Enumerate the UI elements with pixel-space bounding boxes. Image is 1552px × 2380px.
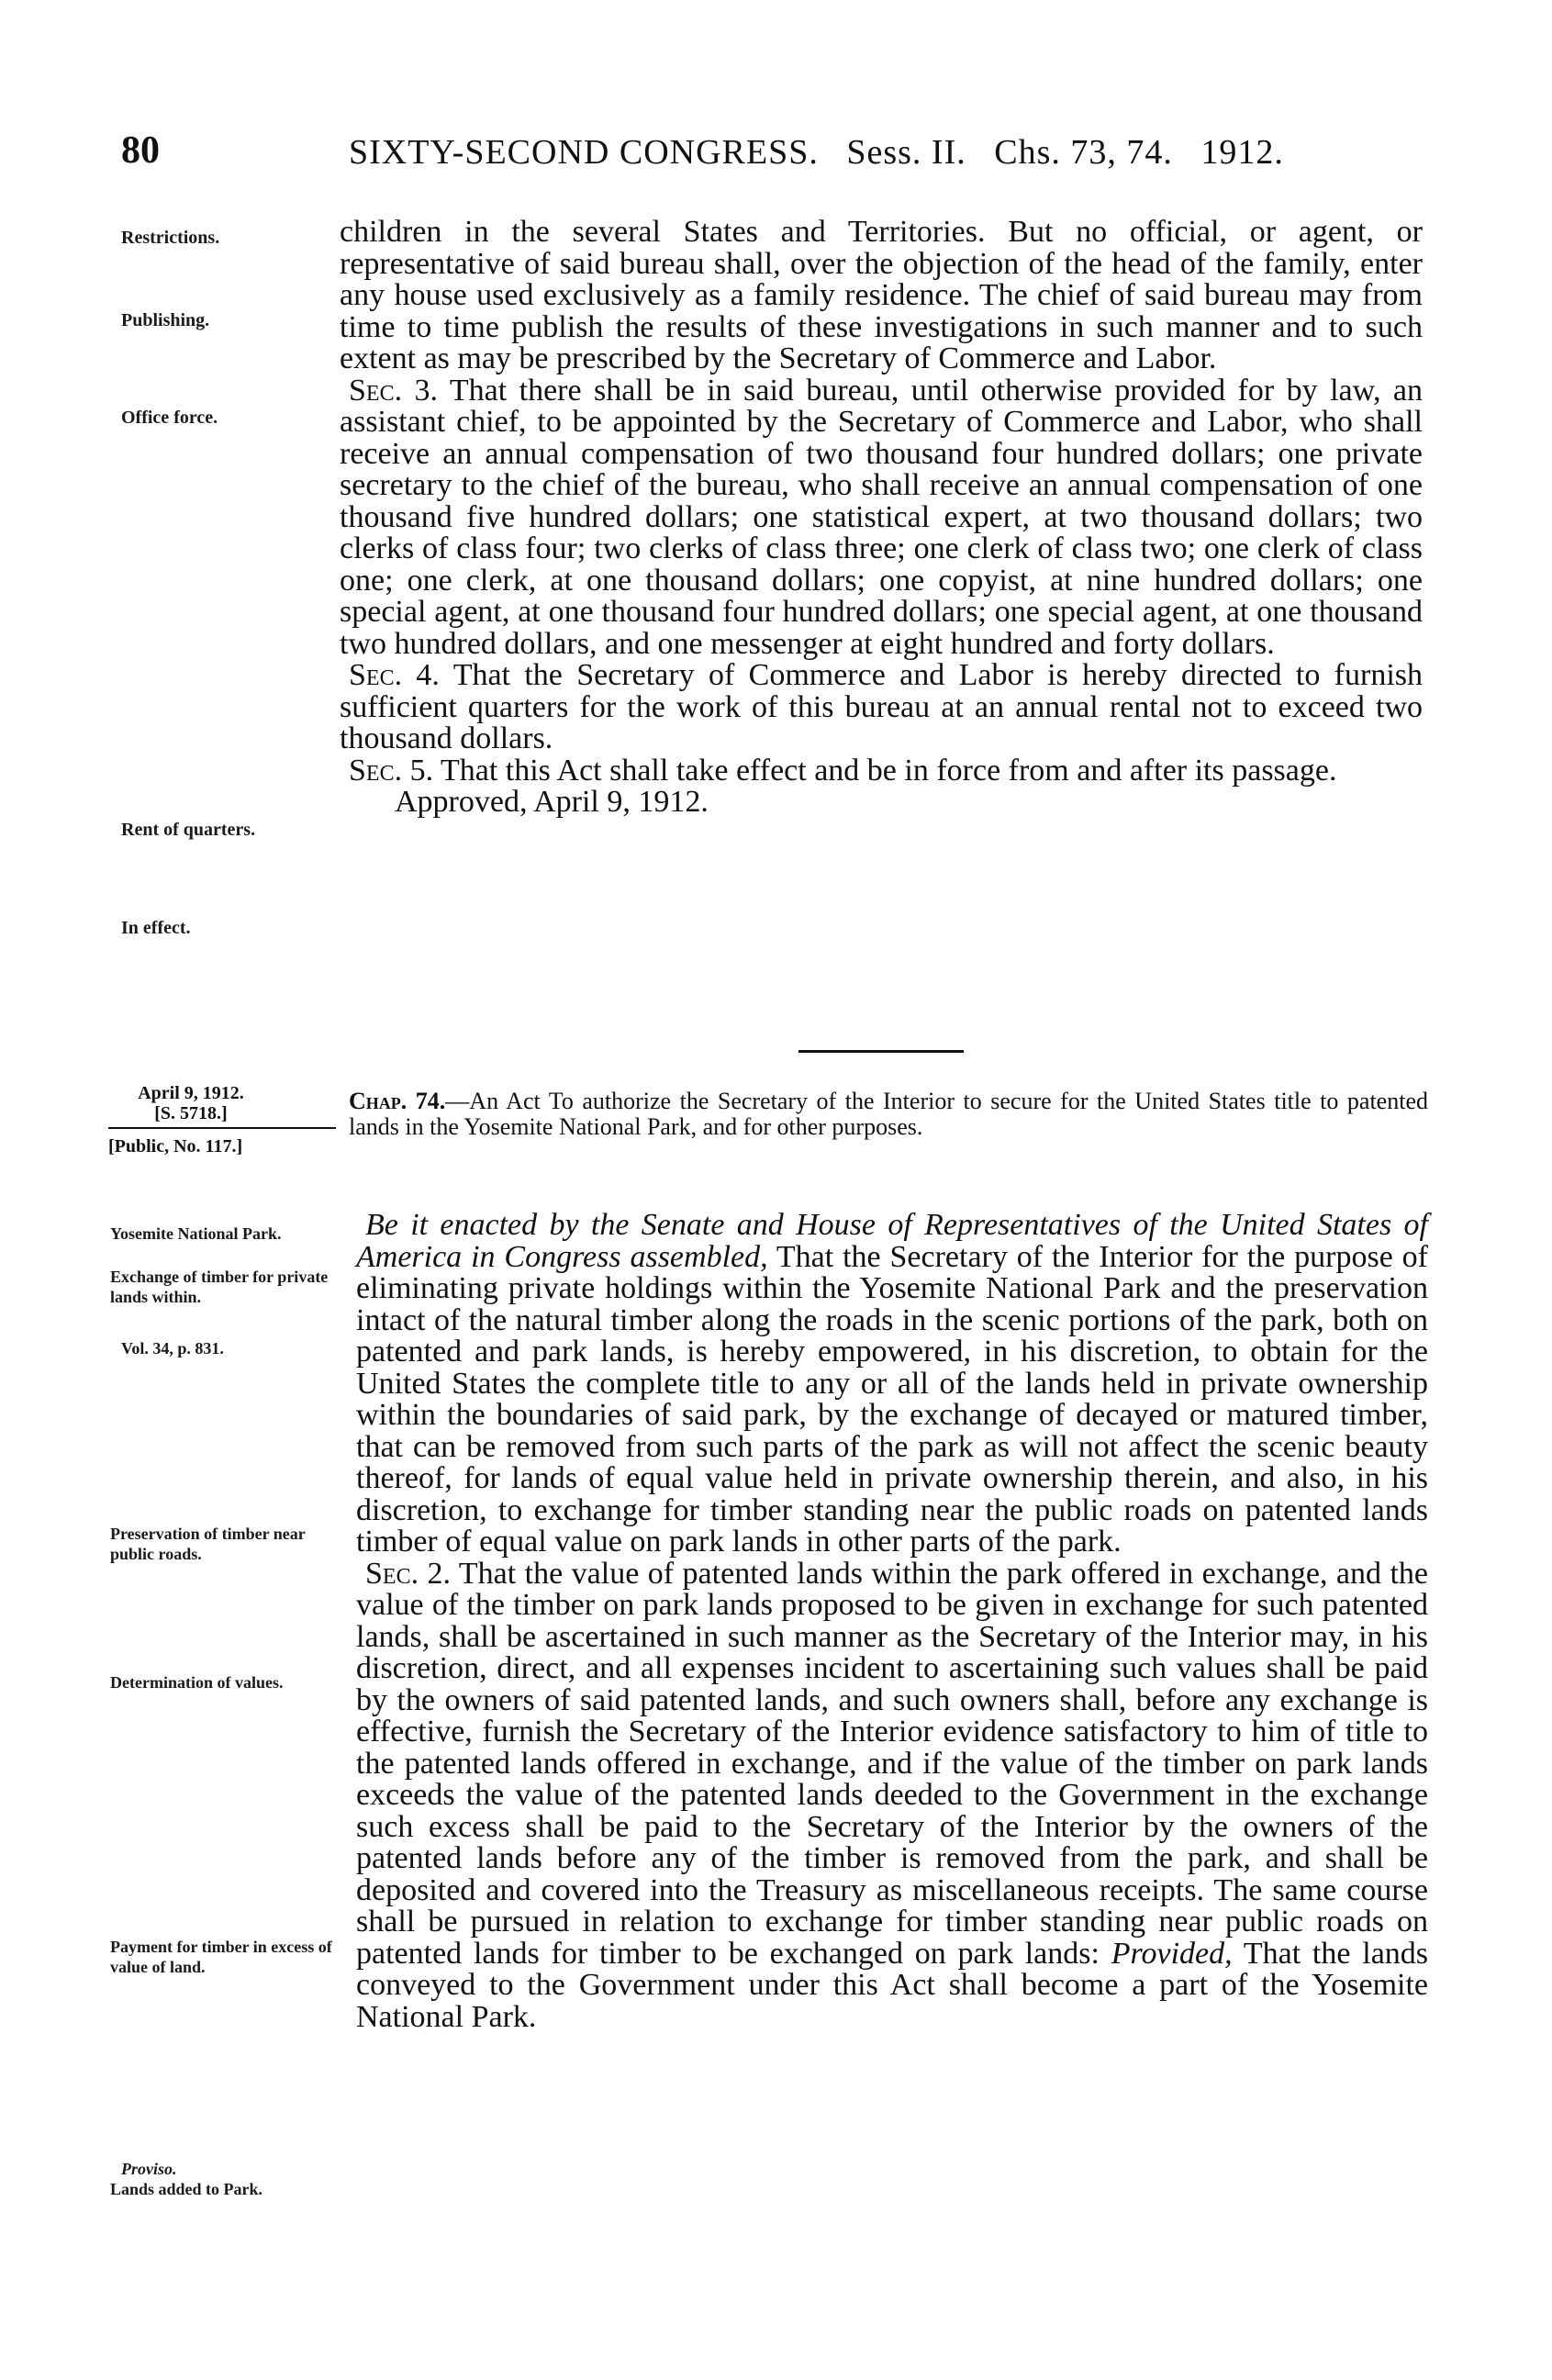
chap74-title-text: —An Act To authorize the Secretary of the Interior to secure for the United States title to patented lands in the Yosemite National Park, and for other purposes. [349, 1088, 1428, 1140]
sec1-text: That the Secretary of the Interior for the purpose of eliminating private holdings within the Yosemite National Park and the preservation intact of the natural timber along the roads in the scenic portions of the park, both on patented and park lands, is hereby empowered, in his discretion, to obtain for the United States the complete title to any or all of the lands held in private ownership within the boundaries of said park, by the exchange of decayed or matured timber, that can be removed from such parts of the park as will not affect the scenic beauty thereof, for lands of equal value held in private ownership therein, and also, in his discretion, to exchange for timber standing near the public roads on patented lands timber of equal value on park lands in other parts of the park. [356, 1239, 1428, 1559]
margin-note-vol-ref: Vol. 34, p. 831. [121, 1339, 224, 1358]
sec5-text: That this Act shall take effect and be in force from and after its passage. [440, 753, 1337, 788]
margin-note-lands-added: Lands added to Park. [110, 2180, 263, 2198]
margin-note-rent-of-quarters: Rent of quarters. [121, 820, 256, 840]
margin-note-restrictions: Restrictions. [121, 228, 220, 248]
chap74-text [356, 1210, 1428, 2033]
margin-note-determination: Determination of values. [110, 1673, 284, 1692]
sec4-text: That the Secretary of Commerce and Labor is hereby directed to furnish sufficient quarters for the work of this bureau at an annual rental not to exceed two thousand dollars. [340, 658, 1424, 755]
margin-note-publishing: Publishing. [121, 310, 210, 330]
chap74-meta [108, 1083, 356, 1156]
proviso-text: That the lands conveyed to the Government under this Act shall become a part of the Yosemite National Park. [356, 1936, 1429, 2034]
sec3-label: Sec. 3. [349, 373, 439, 408]
sec3-text: That there shall be in said bureau, until otherwise provided for by law, an assistant chief, to be appointed by the Secretary of Commerce and Labor, who shall receive an annual compensation of two thousand four hundred dollars; one private secretary to the chief of the bureau, who shall receive an annual compensation of one thousand five hundred dollars; one statistical expert, at two thousand dollars; two clerks of class four; two clerks of class three; one clerk of class two; one clerk of class one; one clerk, at one thousand dollars; one copyist, at nine hundred dollars; one special agent, at one thousand four hundred dollars; one special agent, at one thousand two hundred dollars, and one messenger at eight hundred and forty dollars. [340, 373, 1424, 661]
chap73-sec4 [340, 660, 1423, 755]
page-number: 80 [121, 129, 160, 172]
meta-rule [108, 1127, 336, 1129]
sec2-label: Sec. 2. [365, 1556, 452, 1591]
chap73-sec3 [340, 375, 1423, 661]
chap74-sec2 [356, 1556, 1429, 2034]
chap74-public-number: [Public, No. 117.] [108, 1136, 243, 1156]
margin-note-exchange-timber: Exchange of timber for private lands within. [110, 1268, 329, 1306]
sec5-label: Sec. 5. [349, 753, 434, 788]
chap74-bill: [S. 5718.] [154, 1103, 228, 1123]
enacting-clause: Be it enacted by the Senate and House of Representatives of the United States of America in Congress assembled, [356, 1208, 1428, 1274]
sec4-label: Sec. 4. [349, 658, 440, 692]
chap74-label: Chap. 74. [349, 1088, 446, 1114]
provided-label: Provided, [1111, 1936, 1233, 1971]
chap73-para1: children in the several States and Territories. But no official, or agent, or representative of said bureau shall, over the objection of the head of the family, enter any house used exclusively as a family residence. The chief of said bureau may from time to time publish the results of these investigations in such manner and to such extent as may be prescribed by the Secretary of Commerce and Labor. [340, 215, 1423, 375]
chap74-sec1 [356, 1210, 1428, 1559]
running-head [349, 132, 1284, 173]
chap74-title [349, 1089, 1428, 1140]
margin-note-proviso: Proviso. [121, 2160, 177, 2178]
year: 1912. [1200, 133, 1284, 172]
margin-note-in-effect: In effect. [121, 918, 191, 938]
margin-note-payment: Payment for timber in excess of value of land. [110, 1938, 332, 1976]
chap74-date: April 9, 1912. [138, 1083, 244, 1103]
margin-note-office-force: Office force. [121, 408, 218, 428]
section-divider [798, 1050, 964, 1053]
margin-note-preservation: Preservation of timber near public roads. [110, 1525, 306, 1563]
chap73-sec5 [340, 755, 1423, 788]
chapters: Chs. 73, 74. [994, 133, 1173, 172]
approved-date: Approved, April 9, 1912. [395, 785, 709, 819]
margin-note-yosemite-park: Yosemite National Park. [110, 1224, 282, 1243]
chap73-text [340, 217, 1423, 819]
session: Sess. II. [846, 133, 966, 172]
congress-title: SIXTY-SECOND CONGRESS. [349, 133, 819, 172]
sec2-text: That the value of patented lands within the park offered in exchange, and the value of the timber on park lands proposed to be given in exchange for such patented lands, shall be ascertained in such manner as the Secretary of the Interior may, in his discretion, direct, and all expenses incident to ascertaining such values shall be paid by the owners of said patented lands, and such owners shall, before any exchange is effective, furnish the Secretary of the Interior evidence satisfactory to him of title to the patented lands offered in exchange, and if the value of the timber on park lands exceeds the value of the patented lands deeded to the Government in the exchange such excess shall be paid to the Secretary of the Interior by the owners of the patented lands before any of the timber is removed from the park, and shall be deposited and covered into the Treasury as miscellaneous receipts. The same course shall be pursued in relation to exchange for timber standing near public roads on patented lands for timber to be exchanged on park lands: [356, 1556, 1429, 1971]
